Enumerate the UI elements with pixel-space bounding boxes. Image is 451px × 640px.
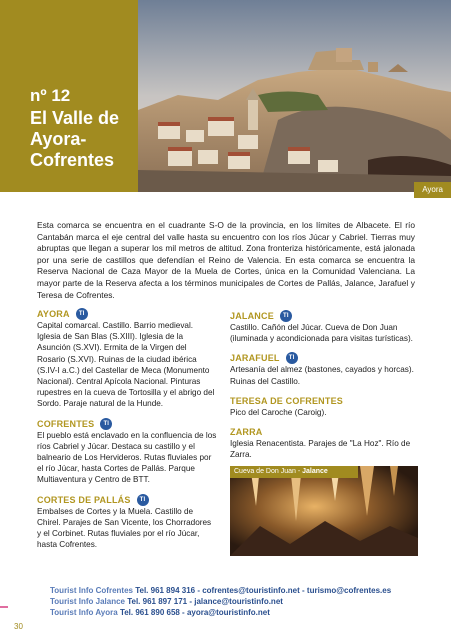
section-ayora [37, 308, 217, 410]
section-teresa-de-cofrentes [230, 395, 418, 418]
section-jalance [230, 310, 418, 344]
page-title: El Valle de Ayora-Cofrentes [30, 108, 120, 170]
cave-caption-town: Jalance [302, 468, 328, 475]
tourist-info-icon: TI [100, 418, 112, 430]
section-title [37, 418, 217, 430]
section-title [230, 352, 418, 364]
cave-photo [230, 466, 418, 556]
section-title [37, 308, 217, 320]
page-marker [0, 606, 8, 608]
contact-label: Tourist Info Cofrentes [50, 586, 133, 595]
left-column [37, 308, 217, 558]
intro-text: Esta comarca se encuentra en el cuadrante S-O de la provincia, en los límites de Albacete. El río Cantabán marca el eje central del valle hasta su encuentro con los ríos Júcar y Cabriel. Tierras muy abruptas que llegan a superar los mil metros de altitud. Zona fronteriza históricamente, está jalonada por una serie de castillos que defendían el Reino de Valencia. En esta comarca se encuentra la Reserva Nacional de Caza Mayor de la Muela de Cortes, única en la Comunidad Valenciana. La mayor parte de la Reserva afecta a los términos municipales de Cortes de Pallás, Jalance, Jarafuel y Teresa de Cofrentes. [37, 220, 415, 300]
right-column [230, 310, 418, 468]
photo-caption: Ayora [414, 182, 451, 198]
contact-value[interactable]: Tel. 961 894 316 - cofrentes@touristinfo.net - turismo@cofrentes.es [135, 586, 392, 595]
section-body: Embalses de Cortes y la Muela. Castillo de Chirel. Parajes de San Vicente, los Chorradores y el Corbinet. Rutas fluviales por el río Júcar, hasta Cofrentes. [37, 506, 212, 550]
contact-value[interactable]: Tel. 961 897 171 - jalance@touristinfo.net [127, 597, 283, 606]
contact-label: Tourist Info Jalance [50, 597, 125, 606]
section-title-text: JARAFUEL [230, 353, 280, 364]
section-title-text: JALANCE [230, 311, 274, 321]
contact-line [50, 607, 430, 618]
cave-caption-place: Cueva de Don Juan - [234, 468, 303, 475]
tourist-info-icon: TI [137, 494, 149, 506]
section-title-text: AYORA [37, 309, 70, 319]
contact-value[interactable]: Tel. 961 890 658 - ayora@touristinfo.net [119, 608, 270, 617]
title-panel [0, 0, 138, 192]
section-title [230, 310, 418, 322]
contact-line [50, 585, 430, 596]
route-number [30, 86, 70, 106]
section-body: Pico del Caroche (Caroig). [230, 407, 327, 417]
section-title-text: ZARRA [230, 427, 263, 438]
number-value: 12 [51, 86, 71, 105]
section-body: Castillo. Cañón del Júcar. Cueva de Don Juan (iluminada y acondicionada para visitas turísticas). [230, 323, 413, 344]
section-zarra [230, 426, 418, 460]
section-body: Capital comarcal. Castillo. Barrio medieval. Iglesia de San Blas (S.XIII). Iglesia de la Asunción (S.XVI). Ermita de la Virgen del Rosario (S.XVI). Ruinas de la ciudad ibérica (S.IV-I a.C.) del Castellar de Meca (Monumento Nacional). Central Apícola Nacional. Pinturas rupestres en la cueva de Tortosilla y el abrigo del Sordo. Paraje natural de la Hunde. [37, 321, 215, 409]
section-title-text: CORTES DE PALLÁS [37, 494, 131, 505]
section-body: Iglesia Renacentista. Parajes de "La Hoz". Río de Zarra. [230, 439, 411, 460]
tourist-info-icon: TI [76, 308, 88, 320]
section-jarafuel [230, 352, 418, 386]
section-title [37, 494, 217, 506]
number-prefix: nº [30, 86, 47, 105]
contact-line [50, 596, 430, 607]
section-cortes-de-pallas [37, 494, 217, 551]
section-title [230, 426, 418, 438]
ayora-photo [138, 0, 451, 192]
section-cofrentes [37, 418, 217, 486]
hero-banner [0, 0, 451, 200]
tourist-info-icon: TI [280, 310, 292, 322]
section-body: El pueblo está enclavado en la confluencia de los ríos Cabriel y Júcar. Destaca su castillo y el balneario de Los Hervideros. Rutas fluviales por el río Júcar, hasta Cortes de Pallás. Parque Multiaventura y Centro de BTT. [37, 430, 217, 485]
cave-caption [230, 466, 358, 478]
contact-block [50, 585, 430, 618]
page-number: 30 [14, 622, 23, 631]
contact-label: Tourist Info Ayora [50, 608, 118, 617]
section-title [230, 395, 418, 407]
section-title-text: TERESA DE COFRENTES [230, 395, 343, 406]
section-title-text: COFRENTES [37, 418, 95, 429]
section-body: Artesanía del almez (bastones, cayados y horcas). Ruinas del Castillo. [230, 365, 414, 386]
tourist-info-icon: TI [286, 352, 298, 364]
